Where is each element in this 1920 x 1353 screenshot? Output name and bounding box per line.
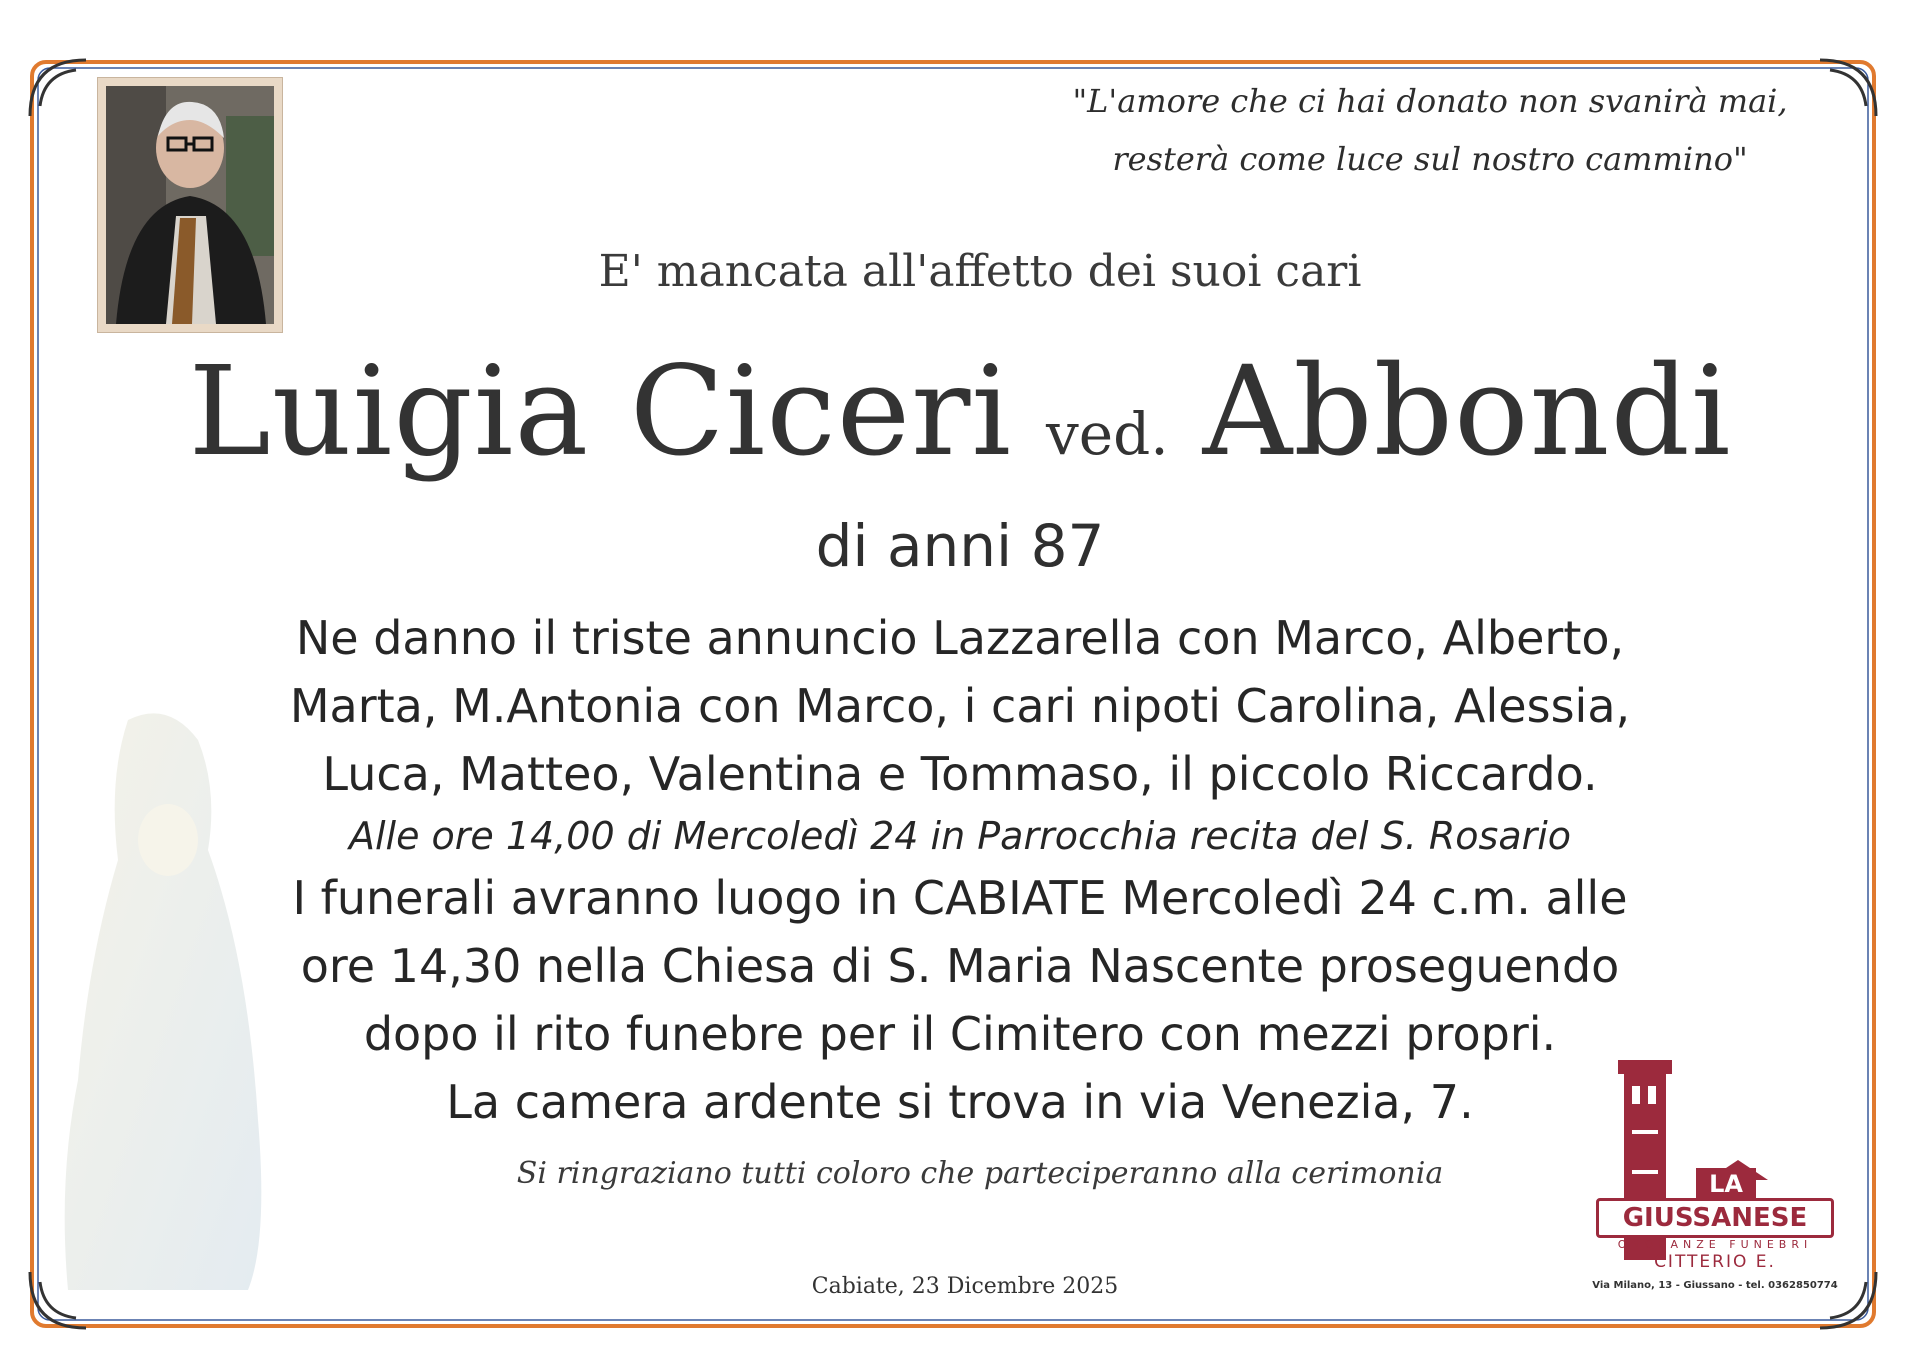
announcement-line: ore 14,30 nella Chiesa di S. Maria Nascente proseguendo (300, 939, 1620, 993)
memorial-quote (1030, 72, 1830, 188)
widow-connector: ved. (1046, 400, 1169, 468)
announcement-text (190, 604, 1730, 1136)
madonna-statue-icon (58, 700, 278, 1290)
announcement-line: Luca, Matteo, Valentina e Tommaso, il piccolo Riccardo. (322, 747, 1598, 801)
logo-la-tag: LA (1696, 1168, 1756, 1200)
announcement-line: dopo il rito funebre per il Cimitero con mezzi propri. (363, 1007, 1557, 1061)
deceased-age: di anni 87 (815, 512, 1105, 580)
deceased-first-name: Luigia Ciceri (188, 340, 1013, 484)
rosary-notice: Alle ore 14,00 di Mercoledì 24 in Parrocchia recita del S. Rosario (348, 814, 1572, 858)
announcement-line: I funerali avranno luogo in CABIATE Mercoledì 24 c.m. alle (292, 871, 1628, 925)
logo-name: GIUSSANESE (1596, 1198, 1834, 1238)
logo-address: Via Milano, 13 - Giussano - tel. 0362850774 (1592, 1280, 1838, 1291)
thanks-line: Si ringraziano tutti coloro che parteciperanno alla cerimonia (516, 1156, 1444, 1191)
quote-line-1: "L'amore che ci hai donato non svanirà mai, (1072, 82, 1788, 120)
logo-owner: CITTERIO E. (1654, 1252, 1776, 1272)
deceased-married-name: Abbondi (1202, 340, 1732, 484)
place-date: Cabiate, 23 Dicembre 2025 (811, 1274, 1119, 1299)
announcement-line: La camera ardente si trova in via Venezia, 7. (446, 1075, 1474, 1129)
deceased-name (0, 340, 1920, 484)
logo-subtitle: ONORANZE FUNEBRI (1617, 1238, 1813, 1251)
announcement-line: Marta, M.Antonia con Marco, i cari nipoti Carolina, Alessia, (289, 679, 1631, 733)
announcement-line: Ne danno il triste annuncio Lazzarella con Marco, Alberto, (295, 611, 1625, 665)
quote-line-2: resterà come luce sul nostro cammino" (1112, 140, 1748, 178)
intro-text: E' mancata all'affetto dei suoi cari (598, 246, 1362, 297)
